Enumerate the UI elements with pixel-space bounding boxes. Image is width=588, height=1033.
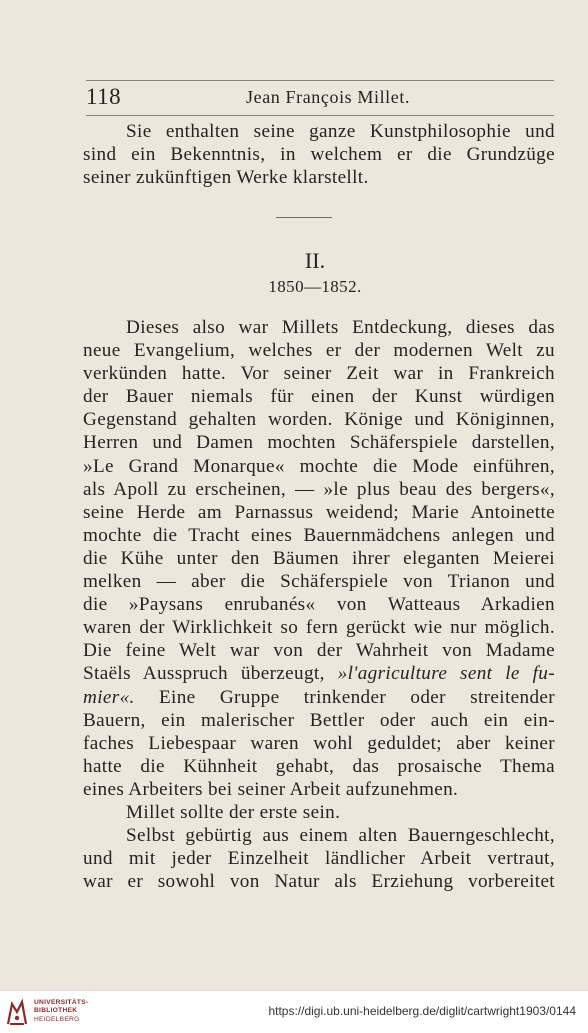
text-line: Herren und Damen mochten Schäferspiele darstellen, [83,432,555,454]
text-line: faches Liebespaar waren wohl geduldet; aber keiner [83,732,555,754]
running-head [86,80,554,116]
text-line: eines Arbeiters bei seiner Arbeit aufzunehmen. [83,778,459,800]
text-line: waren der Wirklichkeit so fern gerückt wie nur möglich. [83,617,555,639]
text-line: Selbst gebürtig aus einem alten Bauerngeschlecht, [126,825,555,847]
text-line: mochte die Tracht eines Bauernmädchens anlegen und [83,524,555,546]
library-line: HEIDELBERG [34,1015,80,1023]
text-line: war er sowohl von Natur als Erziehung vorbereitet [83,871,555,893]
chapter-years: 1850—1852. [268,277,362,296]
text-line: Dieses also war Millets Entdeckung, dieses das [126,317,555,338]
italic-quote: mier«. [83,686,135,708]
text-line: hatte die Kühnheit gehabt, das prosaische Thema [83,755,555,777]
text-line: verkünden hatte. Vor seiner Zeit war in Frankreich [83,363,555,385]
library-line: UNIVERSITÄTS- [34,999,89,1006]
text-line: »Le Grand Monarque« mochte die Mode einführen, [83,455,555,477]
text-line: als Apoll zu erscheinen, — »le plus beau des bergers«, [83,478,555,500]
text-line: Millet sollte der erste sein. [126,801,341,823]
page-number: 118 [86,84,122,109]
text-line: die »Paysans enrubanés« von Watteaus Arkadien [83,594,555,616]
text-segment: Eine Gruppe trinkender oder streitender [158,686,555,708]
library-name [34,999,88,1024]
text-line: seine Herde am Parnassus weidend; Marie Antoinette [83,501,555,523]
university-seal-icon [6,998,28,1026]
text-line [83,662,555,685]
text-line: neue Evangelium, welches er der modernen Welt zu [83,340,555,362]
text-line: die Kühe unter den Bäumen ihrer eleganten Meierei [83,547,555,569]
text-segment: Staëls Ausspruch überzeugt, [83,663,325,685]
italic-quote: »l'agriculture sent le fu- [337,663,555,685]
text-line [83,686,555,709]
paragraph-1 [83,120,555,189]
section-divider [276,217,332,218]
body-text [83,316,555,893]
text-line: Bauern, ein malerischer Bettler oder auch ein ein- [83,709,555,731]
chapter-number: II. [304,248,326,273]
text-line: melken — aber die Schäferspiele von Trianon und [83,571,555,593]
permalink-url[interactable]: https://digi.ub.uni-heidelberg.de/diglit/cartwright1903/0144 [268,1004,576,1018]
running-title: Jean François Millet. [246,87,411,107]
text-line: der Bauer niemals für einen der Kunst würdigen [83,386,555,408]
viewer-footer [0,990,588,1033]
text-line: sind ein Bekenntnis, in welchem er die Grundzüge [83,144,555,166]
text-line: Sie enthalten seine ganze Kunstphilosophie und [126,121,555,142]
text-line: Gegenstand gehalten worden. Könige und Königinnen, [83,409,555,431]
text-line: und mit jeder Einzelheit ländlicher Arbeit vertraut, [83,848,555,870]
text-line: Die feine Welt war von der Wahrheit von Madame [83,640,555,662]
text-line: seiner zukünftigen Werke klarstellt. [83,167,369,189]
library-line: BIBLIOTHEK [34,1007,78,1015]
